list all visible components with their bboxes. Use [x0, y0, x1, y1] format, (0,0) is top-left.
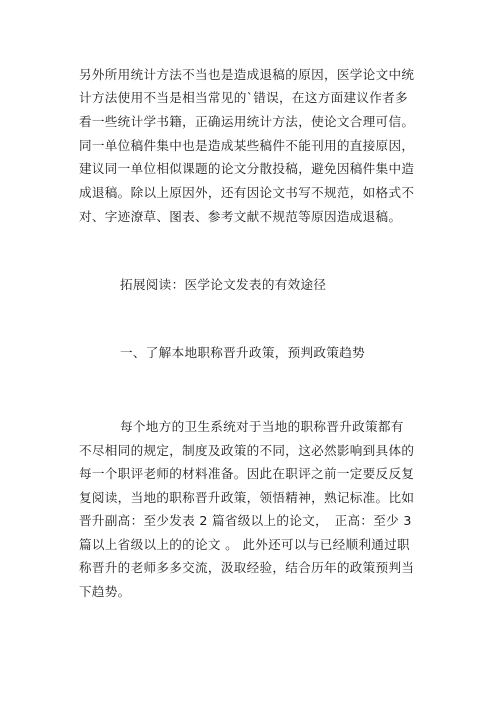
text-line: 成退稿。除以上原因外，还有因论文书写不规范，如格式不 [79, 185, 415, 200]
text-line: 复阅读，当地的职称晋升政策，领悟精神，熟记标准。比如 [79, 490, 415, 505]
text-line: 晋升副高：至少发表 2 篇省级以上的论文， 正高：至少 3 [79, 513, 412, 528]
section-heading: 一、了解本地职称晋升政策，预判政策趋势 [120, 345, 365, 360]
text-line: 看一些统计学书籍，正确运用统计方法，使论文合理可信。 [79, 114, 415, 129]
text-line: 每个地方的卫生系统对于当地的职称晋升政策都有 [120, 419, 404, 434]
text-line: 下趋势。 [79, 584, 131, 599]
extended-reading-title: 拓展阅读：医学论文发表的有效途径 [120, 277, 327, 292]
text-line: 另外所用统计方法不当也是造成退稿的原因，医学论文中统 [79, 67, 415, 82]
text-line: 对、字迹潦草、图表、参考文献不规范等原因造成退稿。 [79, 209, 402, 224]
text-line: 篇以上省级以上的的论文 。 此外还可以与已经顺利通过职 [79, 537, 410, 552]
text-line: 不尽相同的规定，制度及政策的不同，这必然影响到具体的 [79, 443, 415, 458]
text-line: 每一个职评老师的材料准备。因此在职评之前一定要反反复 [79, 466, 415, 481]
text-line: 称晋升的老师多多交流，汲取经验，结合历年的政策预判当 [79, 560, 415, 575]
text-line: 计方法使用不当是相当常见的`错误，在这方面建议作者多 [79, 90, 408, 105]
text-line: 同一单位稿件集中也是造成某些稿件不能刊用的直接原因， [79, 138, 415, 153]
text-line: 建议同一单位相似课题的论文分散投稿，避免因稿件集中造 [79, 161, 415, 176]
